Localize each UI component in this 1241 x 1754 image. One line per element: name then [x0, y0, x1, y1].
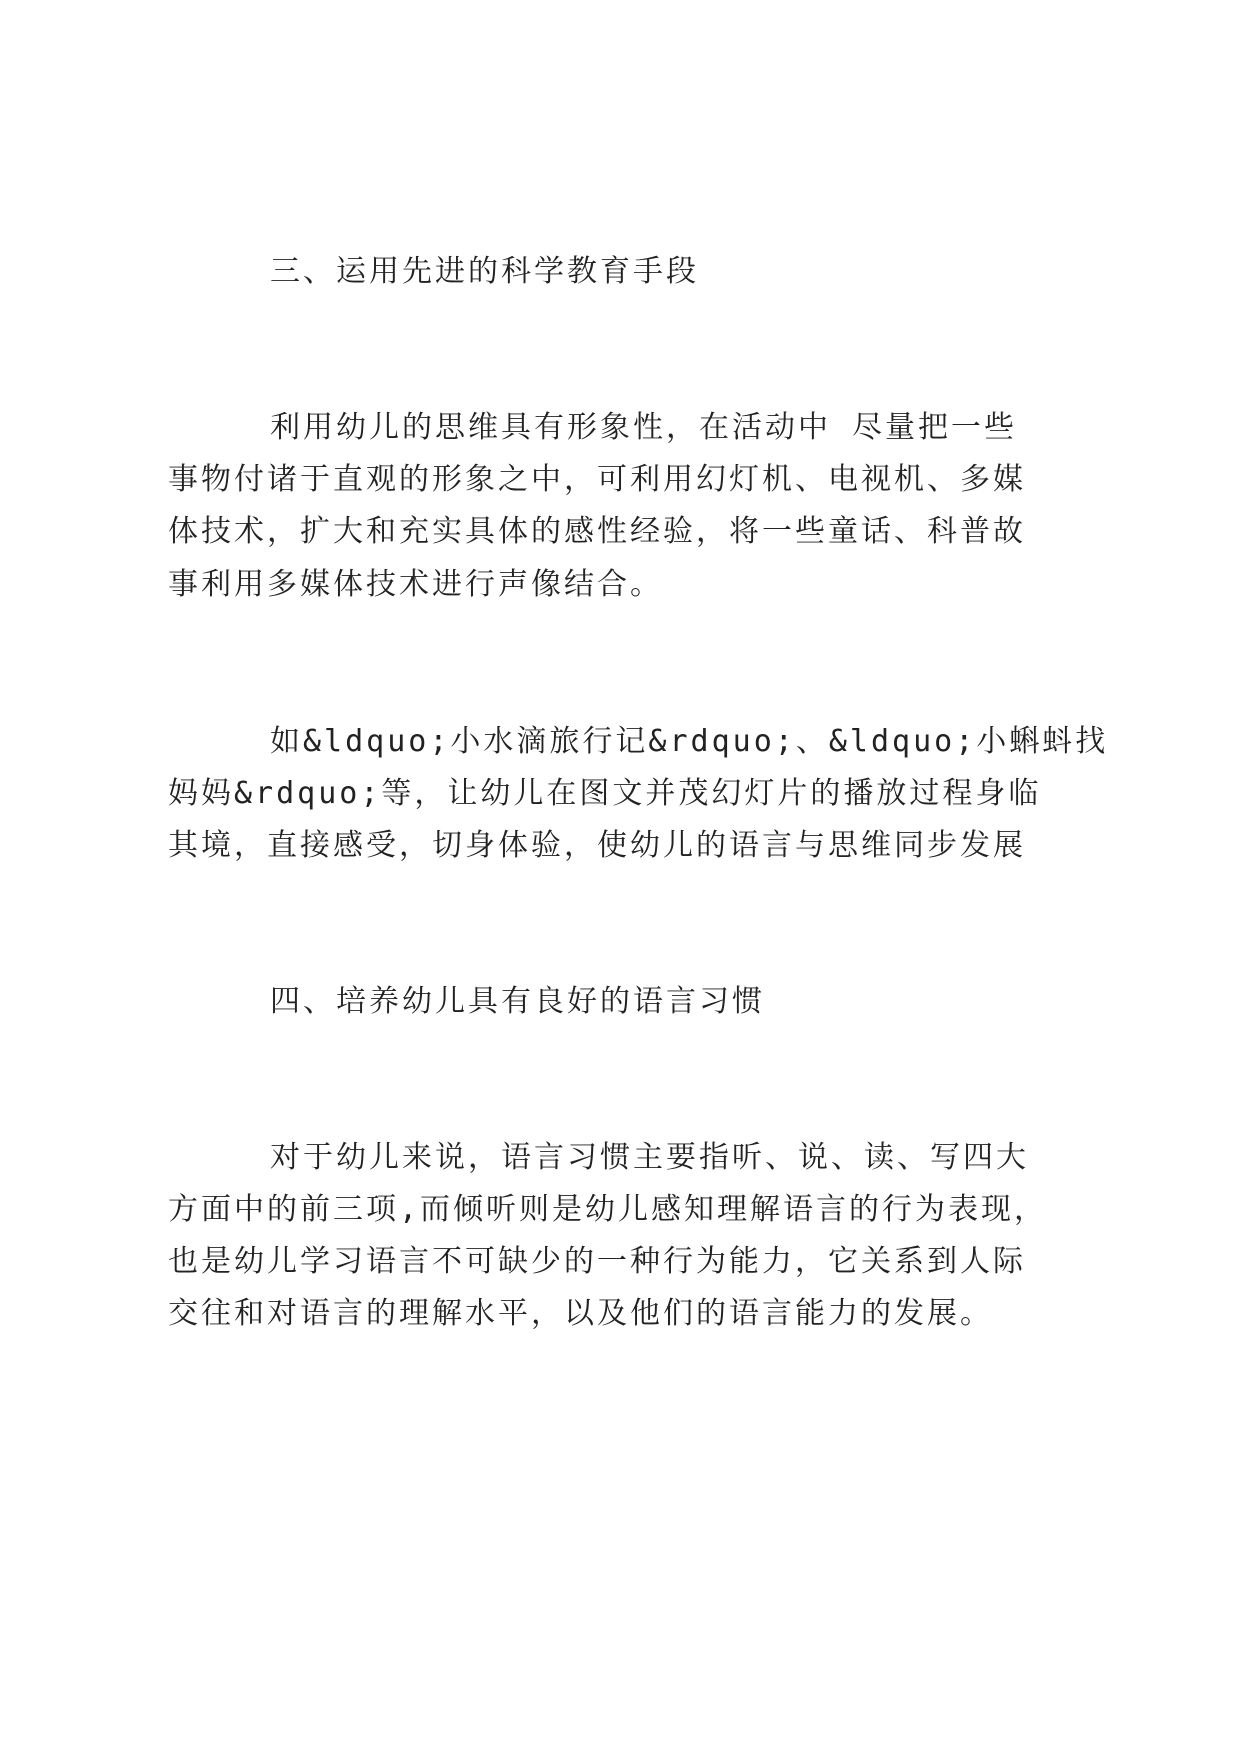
paragraph-line: 如&ldquo;小水滴旅行记&rdquo;、&ldquo;小蝌蚪找: [270, 724, 1109, 759]
paragraph-line: 方面中的前三项,而倾听则是幼儿感知理解语言的行为表现，: [168, 1192, 1048, 1227]
paragraph-line: 交往和对语言的理解水平，以及他们的语言能力的发展。: [168, 1296, 993, 1331]
paragraph-line: 对于幼儿来说，语言习惯主要指听、说、读、写四大: [270, 1140, 1029, 1175]
paragraph-line: 体技术，扩大和充实具体的感性经验，将一些童话、科普故: [168, 514, 1026, 549]
paragraph-line: 妈妈&rdquo;等，让幼儿在图文并茂幻灯片的播放过程身临: [168, 776, 1042, 811]
paragraph-line: 其境，直接感受，切身体验，使幼儿的语言与思维同步发展: [168, 828, 1026, 863]
paragraph-line: 事利用多媒体技术进行声像结合。: [168, 567, 663, 602]
paragraph-line: 也是幼儿学习语言不可缺少的一种行为能力，它关系到人际: [168, 1244, 1026, 1279]
paragraph-line: 利用幼儿的思维具有形象性，在活动中 尽量把一些: [270, 410, 1018, 445]
paragraph-line: 事物付诸于直观的形象之中，可利用幻灯机、电视机、多媒: [168, 462, 1026, 497]
section-heading: 四、培养幼儿具有良好的语言习惯: [270, 984, 765, 1019]
section-heading: 三、运用先进的科学教育手段: [270, 254, 699, 289]
